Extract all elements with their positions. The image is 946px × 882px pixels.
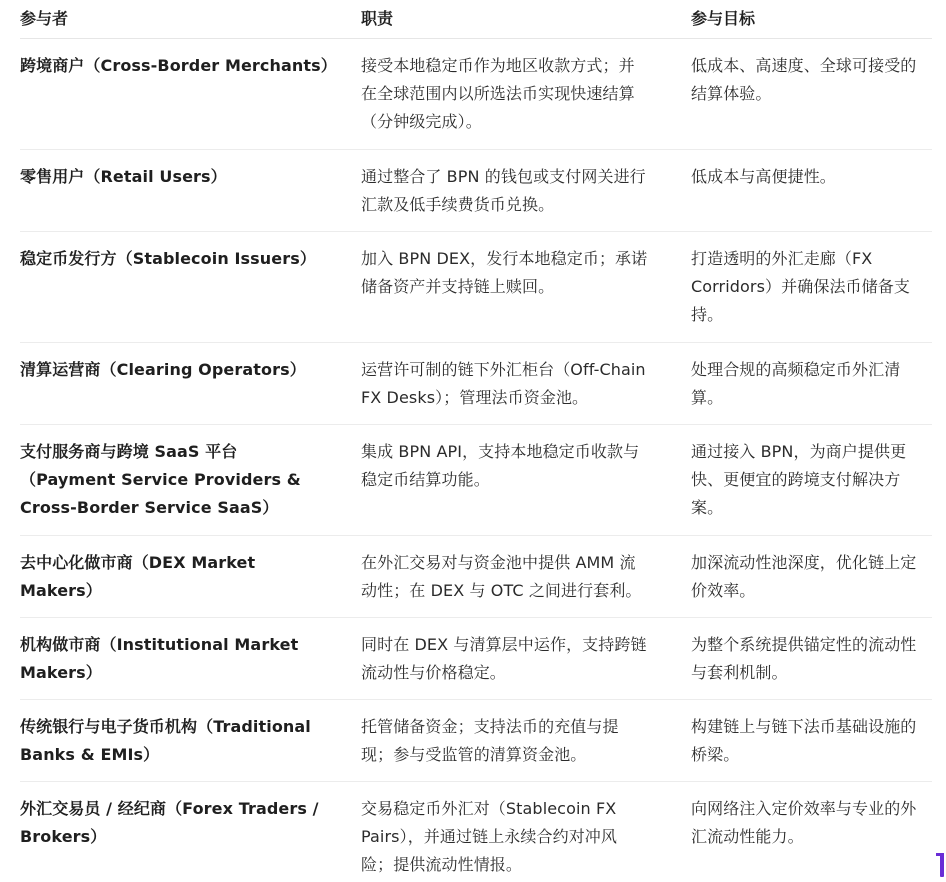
goal-cell <box>691 52 929 108</box>
responsibility-cell-line: （分钟级完成）。 <box>361 112 482 131</box>
goal-cell-line: 汇流动性能力。 <box>691 827 804 846</box>
responsibility-cell-line: 通过整合了 BPN 的钱包或支付网关进行 <box>361 167 646 186</box>
participant-cell-line: 支付服务商与跨境 SaaS 平台 <box>20 442 238 461</box>
goal-cell <box>691 795 929 851</box>
table-row <box>20 536 932 618</box>
participant-cell-line: Cross-Border Service SaaS） <box>20 498 279 517</box>
responsibility-cell-line: 在全球范围内以所选法币实现快速结算 <box>361 84 635 103</box>
goal-cell <box>691 163 929 191</box>
table-row <box>20 150 932 232</box>
header-responsibility: 职责 <box>361 9 394 28</box>
participant-cell <box>20 631 340 687</box>
participant-cell-line: 外汇交易员 / 经纪商（Forex Traders / <box>20 799 319 818</box>
participant-cell <box>20 356 340 384</box>
responsibility-cell-line: 现；参与受监管的清算资金池。 <box>361 745 587 764</box>
table-row <box>20 425 932 536</box>
responsibility-cell-line: 储备资产并支持链上赎回。 <box>361 277 555 296</box>
participant-cell-line: 清算运营商（Clearing Operators） <box>20 360 306 379</box>
goal-cell-line: 构建链上与链下法币基础设施的 <box>691 717 917 736</box>
table-row <box>20 232 932 343</box>
responsibility-cell-line: 交易稳定币外汇对（Stablecoin FX <box>361 799 617 818</box>
participant-cell <box>20 713 340 769</box>
responsibility-cell-line: 托管储备资金；支持法币的充值与提 <box>361 717 619 736</box>
goal-cell <box>691 356 929 412</box>
table-row <box>20 700 932 782</box>
participant-cell-line: 机构做市商（Institutional Market <box>20 635 299 654</box>
goal-cell-line: 算。 <box>691 388 724 407</box>
goal-cell-line: 加深流动性池深度，优化链上定 <box>691 553 917 572</box>
goal-cell-line: 持。 <box>691 305 724 324</box>
responsibility-cell <box>361 631 661 687</box>
table-header <box>20 0 932 39</box>
participant-cell <box>20 245 340 273</box>
responsibility-cell-line: 运营许可制的链下外汇柜台（Off-Chain <box>361 360 646 379</box>
participant-cell <box>20 795 340 851</box>
responsibility-cell-line: 加入 BPN DEX，发行本地稳定币；承诺 <box>361 249 648 268</box>
goal-cell-line: 桥梁。 <box>691 745 740 764</box>
responsibility-cell-line: FX Desks）；管理法币资金池。 <box>361 388 589 407</box>
table-row <box>20 39 932 150</box>
goal-cell <box>691 631 929 687</box>
participant-cell-line: 零售用户（Retail Users） <box>20 167 227 186</box>
goal-cell-line: 低成本、高速度、全球可接受的 <box>691 56 917 75</box>
participant-cell-line: Makers） <box>20 581 102 600</box>
goal-cell-line: 结算体验。 <box>691 84 772 103</box>
responsibility-cell <box>361 713 661 769</box>
goal-cell <box>691 438 929 522</box>
corner-marker-icon <box>940 853 944 877</box>
responsibility-cell-line: 稳定币结算功能。 <box>361 470 490 489</box>
responsibility-cell-line: 接受本地稳定币作为地区收款方式；并 <box>361 56 635 75</box>
goal-cell <box>691 713 929 769</box>
goal-cell-line: 通过接入 BPN，为商户提供更 <box>691 442 907 461</box>
participant-cell <box>20 163 340 191</box>
goal-cell-line: 与套利机制。 <box>691 663 788 682</box>
responsibility-cell-line: 险；提供流动性情报。 <box>361 855 523 874</box>
participant-cell-line: 稳定币发行方（Stablecoin Issuers） <box>20 249 316 268</box>
table-row <box>20 343 932 425</box>
goal-cell <box>691 549 929 605</box>
participant-cell-line: 跨境商户（Cross-Border Merchants） <box>20 56 337 75</box>
participant-cell-line: Brokers） <box>20 827 107 846</box>
goal-cell-line: 低成本与高便捷性。 <box>691 167 836 186</box>
responsibility-cell <box>361 549 661 605</box>
participant-cell <box>20 549 340 605</box>
header-participant: 参与者 <box>20 9 69 28</box>
responsibility-cell-line: 在外汇交易对与资金池中提供 AMM 流 <box>361 553 636 572</box>
responsibility-cell <box>361 438 661 494</box>
responsibility-cell-line: 流动性与价格稳定。 <box>361 663 506 682</box>
goal-cell-line: 打造透明的外汇走廊（FX <box>691 249 873 268</box>
responsibility-cell-line: 汇款及低手续费货币兑换。 <box>361 195 555 214</box>
participant-cell-line: Banks & EMIs） <box>20 745 160 764</box>
responsibility-cell <box>361 245 661 301</box>
goal-cell-line: 向网络注入定价效率与专业的外 <box>691 799 917 818</box>
participant-cell <box>20 52 340 80</box>
participant-cell-line: 传统银行与电子货币机构（Traditional <box>20 717 311 736</box>
goal-cell-line: 处理合规的高频稳定币外汇清 <box>691 360 901 379</box>
goal-cell-line: Corridors）并确保法币储备支 <box>691 277 910 296</box>
responsibility-cell <box>361 52 661 136</box>
participant-cell-line: Makers） <box>20 663 102 682</box>
goal-cell-line: 为整个系统提供锚定性的流动性 <box>691 635 917 654</box>
goal-cell-line: 案。 <box>691 498 724 517</box>
responsibility-cell-line: Pairs），并通过链上永续合约对冲风 <box>361 827 617 846</box>
header-goal: 参与目标 <box>691 9 756 28</box>
participant-cell <box>20 438 340 522</box>
goal-cell-line: 价效率。 <box>691 581 756 600</box>
participant-cell-line: 去中心化做市商（DEX Market <box>20 553 256 572</box>
responsibility-cell-line: 同时在 DEX 与清算层中运作，支持跨链 <box>361 635 647 654</box>
responsibility-cell <box>361 356 661 412</box>
table-row <box>20 618 932 700</box>
responsibility-cell-line: 动性；在 DEX 与 OTC 之间进行套利。 <box>361 581 642 600</box>
responsibility-cell-line: 集成 BPN API，支持本地稳定币收款与 <box>361 442 640 461</box>
participant-cell-line: （Payment Service Providers & <box>20 470 301 489</box>
table-row <box>20 782 932 882</box>
responsibility-cell <box>361 163 661 219</box>
goal-cell <box>691 245 929 329</box>
table-body <box>0 39 946 882</box>
responsibility-cell <box>361 795 661 879</box>
goal-cell-line: 快、更便宜的跨境支付解决方 <box>691 470 901 489</box>
